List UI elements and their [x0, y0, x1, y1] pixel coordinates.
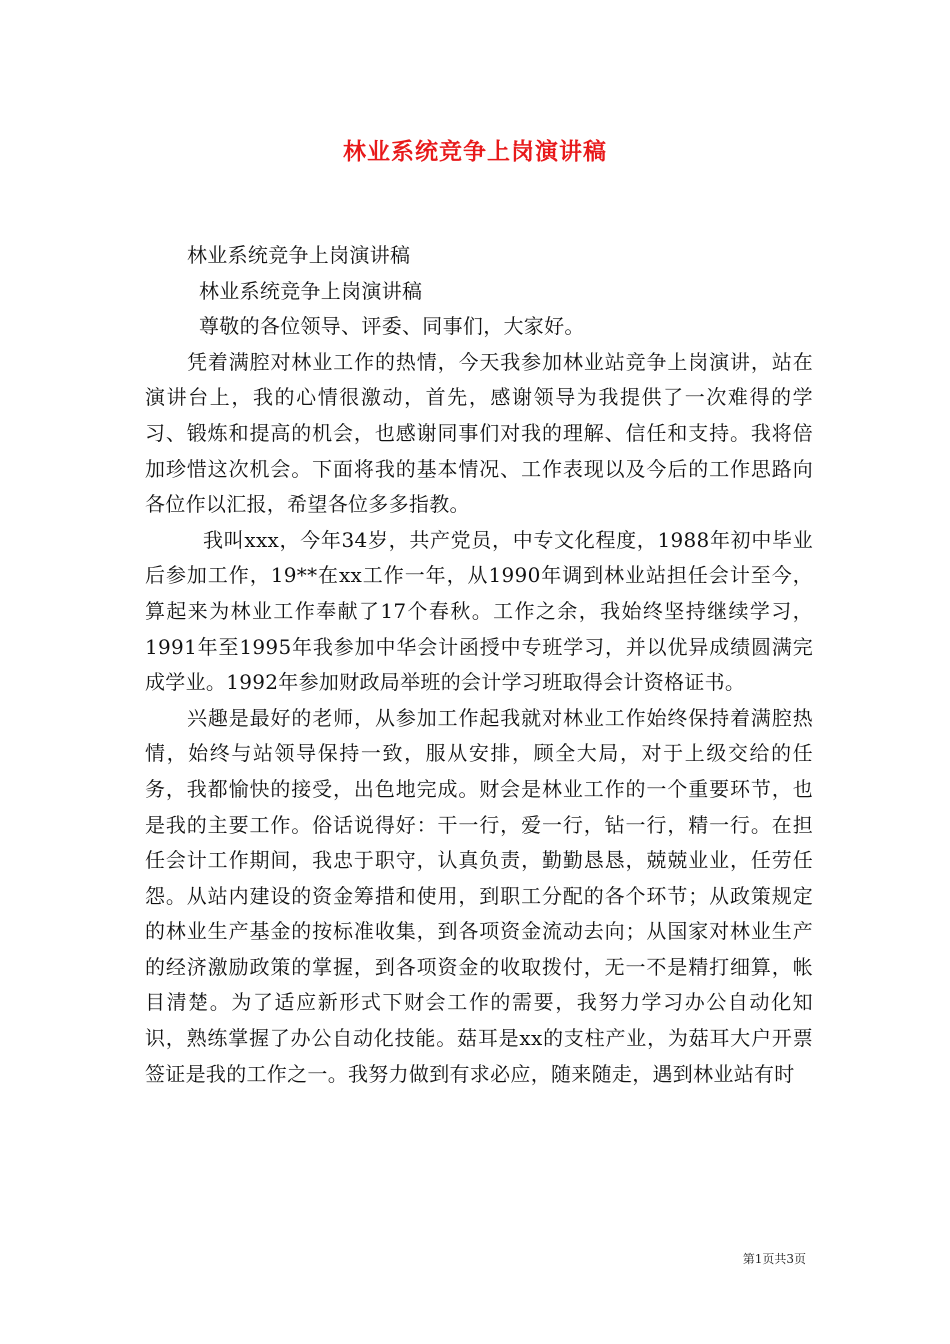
document-body	[145, 238, 813, 1092]
page-title: 林业系统竞争上岗演讲稿	[343, 138, 607, 165]
subtitle-line: 林业系统竞争上岗演讲稿	[187, 243, 411, 267]
work-paragraph: 兴趣是最好的老师，从参加工作起我就对林业工作始终保持着满腔热情，始终与站领导保持一致，服从安排，顾全大局，对于上级交给的任务，我都愉快的接受，出色地完成。财会是林业工作的一个重要环节，也是我的主要工作。俗话说得好：干一行，爱一行，钻一行，精一行。在担任会计工作期间，我忠于职守，认真负责，勤勤恳恳，兢兢业业，任劳任怨。从站内建设的资金筹措和使用，到职工分配的各个环节；从政策规定的林业生产基金的按标准收集，到各项资金流动去向；从国家对林业生产的经济激励政策的掌握，到各项资金的收取拨付，无一不是精打细算，帐目清楚。为了适应新形式下财会工作的需要，我努力学习办公自动化知识，熟练掌握了办公自动化技能。菇耳是xx的支柱产业，为菇耳大户开票签证是我的工作之一。我努力做到有求必应，随来随走，遇到林业站有时	[145, 705, 813, 1086]
intro-paragraph: 凭着满腔对林业工作的热情，今天我参加林业站竞争上岗演讲，站在演讲台上，我的心情很激动，首先，感谢领导为我提供了一次难得的学习、锻炼和提高的机会，也感谢同事们对我的理解、信任和支持。我将倍加珍惜这次机会。下面将我的基本情况、工作表现以及今后的工作思路向各位作以汇报，希望各位多多指教。	[145, 349, 813, 517]
greeting-paragraph: 尊敬的各位领导、评委、同事们，大家好。	[199, 314, 585, 339]
page-indicator: 第1页共3页	[742, 1252, 806, 1266]
subtitle-line-repeat: 林业系统竞争上岗演讲稿	[199, 278, 423, 303]
background-paragraph: 我叫xxx，今年34岁，共产党员，中专文化程度，1988年初中毕业后参加工作，19**在xx工作一年，从1990年调到林业站担任会计至今，算起来为林业工作奉献了17个春秋。工作之余，我始终坚持继续学习，1991年至1995年我参加中华会计函授中专班学习，并以优异成绩圆满完成学业。1992年参加财政局举班的会计学习班取得会计资格证书。	[145, 527, 813, 695]
